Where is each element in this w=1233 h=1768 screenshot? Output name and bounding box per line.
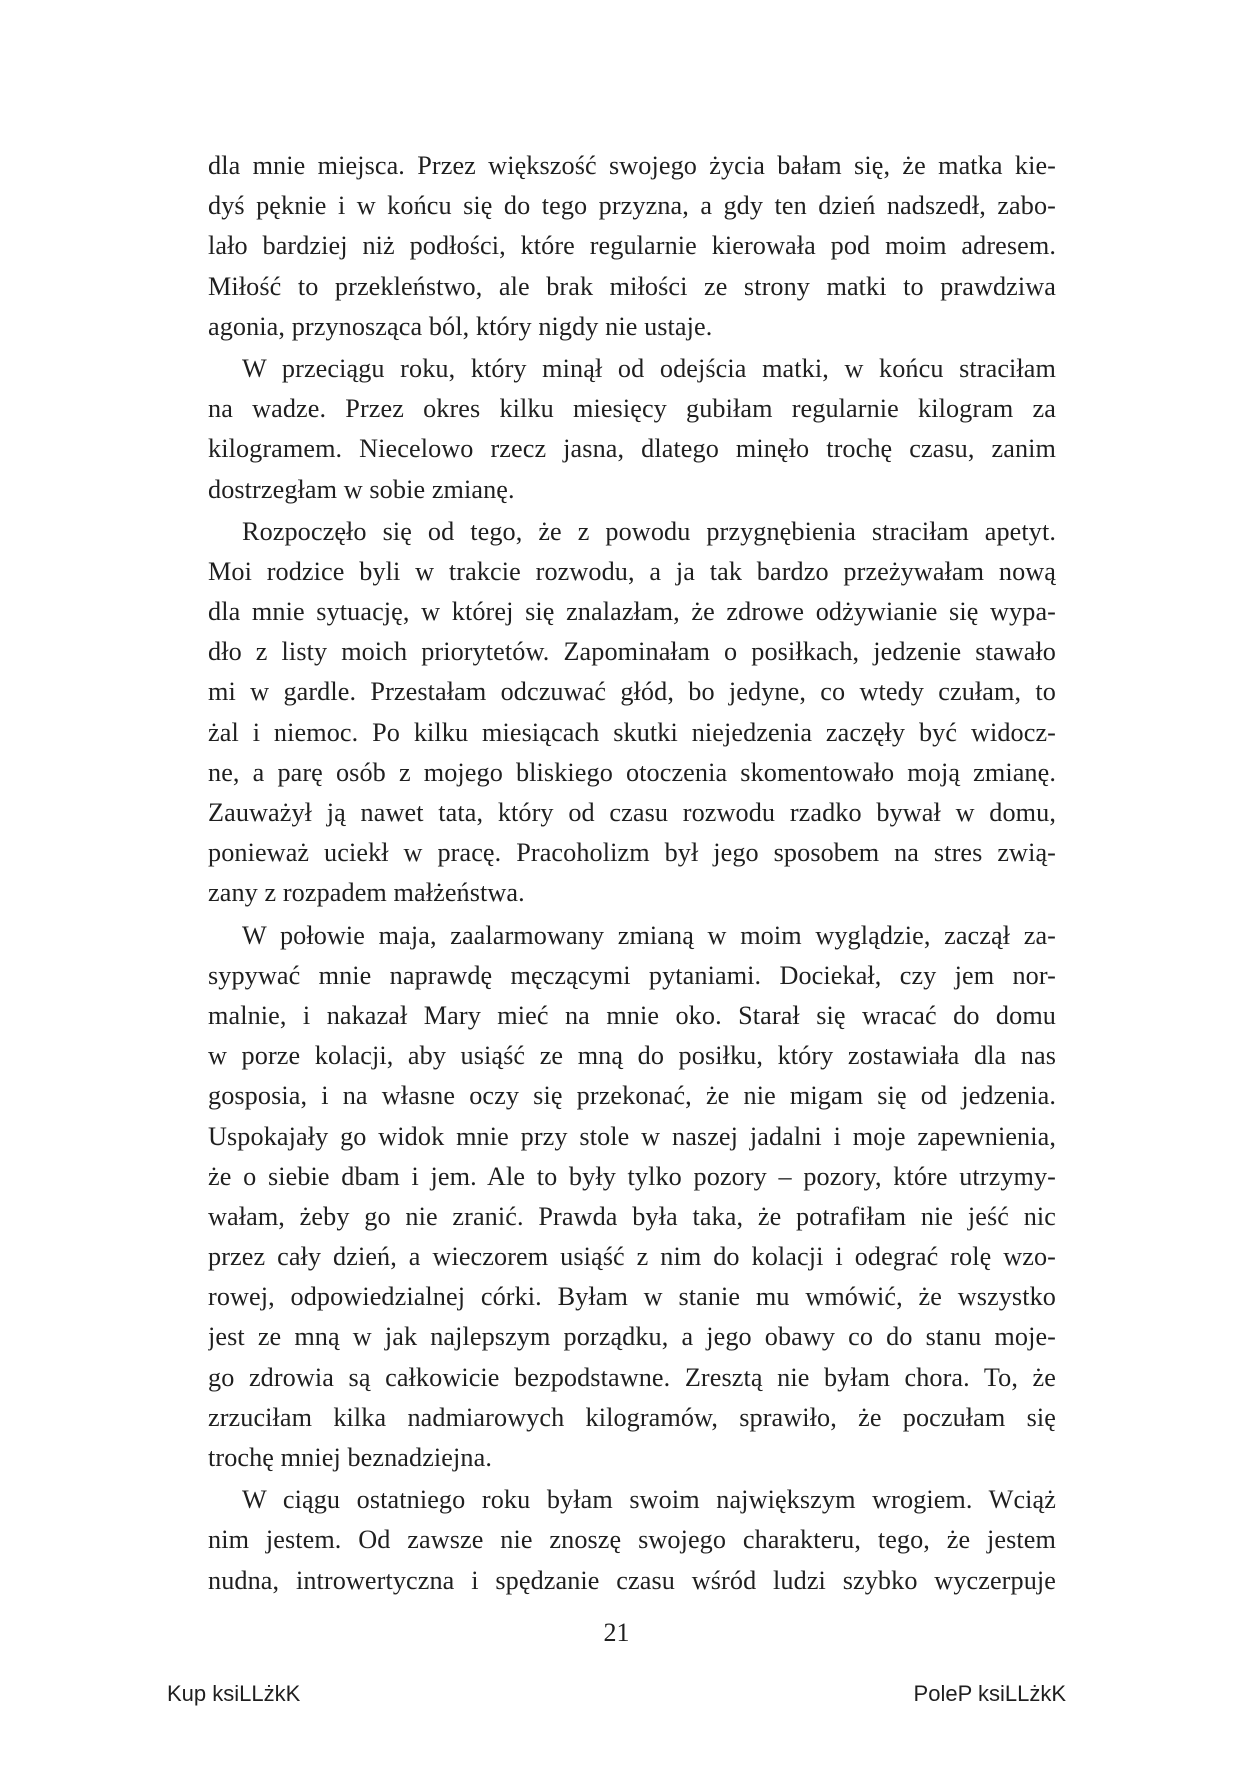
text-line: mi w gardle. Przestałam odczuwać głód, bo jedyne, co wtedy czułam, to	[208, 677, 1056, 707]
text-line: przez cały dzień, a wieczorem usiąść z nim do kolacji i odegrać rolę wzo-	[208, 1242, 1056, 1272]
text-line: ne, a parę osób z mojego bliskiego otoczenia skomentowało moją zmianę.	[208, 757, 1056, 787]
text-line: zany z rozpadem małżeństwa.	[208, 878, 525, 908]
text-line: gosposia, i na własne oczy się przekonać, że nie migam się od jedzenia.	[208, 1081, 1056, 1111]
text-line: Moi rodzice byli w trakcie rozwodu, a ja tak bardzo przeżywałam nową	[208, 556, 1056, 586]
text-line: dostrzegłam w sobie zmianę.	[208, 474, 515, 504]
recommend-book-link[interactable]: PoleP ksiLLżkK	[913, 1681, 1066, 1706]
paragraph-2	[208, 349, 1056, 510]
text-line: że o siebie dbam i jem. Ale to były tylko pozory – pozory, które utrzymy-	[208, 1161, 1056, 1191]
text-line: W przeciągu roku, który minął od odejścia matki, w końcu straciłam	[242, 353, 1056, 383]
text-line: rowej, odpowiedzialnej córki. Byłam w stanie mu wmówić, że wszystko	[208, 1282, 1056, 1312]
paragraph-3	[208, 512, 1056, 914]
text-line: ponieważ uciekł w pracę. Pracoholizm był jego sposobem na stres zwią-	[208, 838, 1056, 868]
text-line: sypywać mnie naprawdę męczącymi pytaniami. Dociekał, czy jem nor-	[208, 960, 1056, 990]
body-text	[208, 146, 1056, 1601]
text-line: trochę mniej beznadziejna.	[208, 1443, 492, 1472]
text-line: dla mnie sytuację, w której się znalazłam, że zdrowe odżywianie się wypa-	[208, 597, 1056, 627]
text-line: kilogramem. Niecelowo rzecz jasna, dlatego minęło trochę czasu, zanim	[208, 434, 1056, 464]
text-line: go zdrowia są całkowicie bezpodstawne. Zresztą nie byłam chora. To, że	[208, 1362, 1056, 1392]
text-line: W połowie maja, zaalarmowany zmianą w moim wyglądzie, zaczął za-	[242, 920, 1056, 950]
text-line: agonia, przynosząca ból, który nigdy nie ustaje.	[208, 311, 713, 341]
text-line: żal i niemoc. Po kilku miesiącach skutki niejedzenia zaczęły być widocz-	[208, 717, 1056, 747]
text-line: dło z listy moich priorytetów. Zapominałam o posiłkach, jedzenie stawało	[208, 637, 1056, 667]
text-line: lało bardziej niż podłości, które regularnie kierowała pod moim adresem.	[208, 231, 1056, 261]
text-line: nim jestem. Od zawsze nie znoszę swojego charakteru, tego, że jestem	[208, 1525, 1056, 1555]
paragraph-4	[208, 916, 1056, 1479]
paragraph-1	[208, 146, 1056, 347]
text-line: zrzuciłam kilka nadmiarowych kilogramów, sprawiło, że poczułam się	[208, 1402, 1056, 1432]
text-line: malnie, i nakazał Mary mieć na mnie oko. Starał się wracać do domu	[208, 1000, 1056, 1030]
text-line: na wadze. Przez okres kilku miesięcy gubiłam regularnie kilogram za	[208, 394, 1056, 424]
text-line: nudna, introwertyczna i spędzanie czasu wśród ludzi szybko wyczerpuje	[208, 1565, 1056, 1595]
text-line: wałam, żeby go nie zranić. Prawda była taka, że potrafiłam nie jeść nic	[208, 1201, 1056, 1231]
text-line: Zauważył ją nawet tata, który od czasu rozwodu rzadko bywał w domu,	[208, 798, 1056, 827]
paragraph-5	[208, 1480, 1056, 1601]
buy-book-link[interactable]: Kup ksiLLżkK	[167, 1681, 301, 1706]
text-line: dyś pęknie i w końcu się do tego przyzna, a gdy ten dzień nadszedł, zabo-	[208, 191, 1056, 221]
text-line: W ciągu ostatniego roku byłam swoim największym wrogiem. Wciąż	[242, 1485, 1056, 1515]
text-line: jest ze mną w jak najlepszym porządku, a jego obawy co do stanu moje-	[208, 1322, 1056, 1352]
text-line: Rozpoczęło się od tego, że z powodu przygnębienia straciłam apetyt.	[242, 516, 1056, 546]
text-line: dla mnie miejsca. Przez większość swojego życia bałam się, że matka kie-	[208, 151, 1056, 180]
text-line: Uspokajały go widok mnie przy stole w naszej jadalni i moje zapewnienia,	[208, 1121, 1056, 1151]
text-line: w porze kolacji, aby usiąść ze mną do posiłku, który zostawiała dla nas	[208, 1041, 1056, 1071]
text-line: Miłość to przekleństwo, ale brak miłości ze strony matki to prawdziwa	[208, 271, 1056, 301]
page-number: 21	[603, 1618, 630, 1647]
